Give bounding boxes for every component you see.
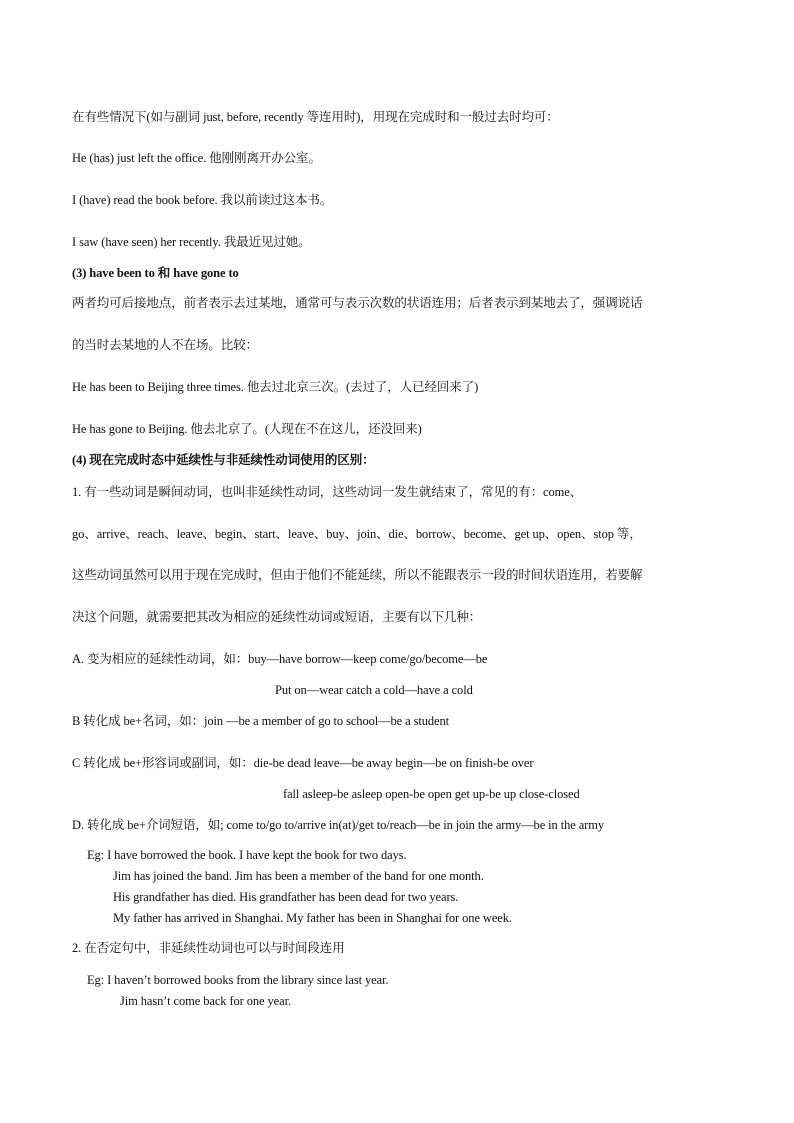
list-item: D. 转化成 be+介词短语，如; come to/go to/arrive in(at)/get to/reach—be in join the army—be in the army	[72, 818, 604, 832]
section-heading: (4) 现在完成时态中延续性与非延续性动词使用的区别：	[72, 453, 375, 467]
list-item: A. 变为相应的延续性动词，如：buy—have borrow—keep come/go/become—be	[72, 652, 488, 666]
section-heading: (3) have been to 和 have gone to	[72, 266, 239, 280]
list-item-continuation: Put on—wear catch a cold—have a cold	[275, 683, 473, 697]
text-line: go、arrive、reach、leave、begin、start、leave、buy、join、die、borrow、become、get up、open、stop 等，	[72, 527, 642, 541]
example-line: His grandfather has died. His grandfather has been dead for two years.	[113, 890, 459, 904]
example-line: Eg: I have borrowed the book. I have kept the book for two days.	[87, 848, 407, 862]
list-item-continuation: fall asleep-be asleep open-be open get up-be up close-closed	[283, 787, 580, 801]
example-line: Jim has joined the band. Jim has been a member of the band for one month.	[113, 869, 484, 883]
example-line: My father has arrived in Shanghai. My father has been in Shanghai for one week.	[113, 911, 512, 925]
text-line: He (has) just left the office. 他刚刚离开办公室。	[72, 151, 321, 165]
text-line: I saw (have seen) her recently. 我最近见过她。	[72, 235, 311, 249]
list-item: 2. 在否定句中，非延续性动词也可以与时间段连用	[72, 941, 345, 955]
text-line: 的当时去某地的人不在场。比较：	[72, 338, 259, 352]
text-line: 决这个问题，就需要把其改为相应的延续性动词或短语，主要有以下几种：	[72, 610, 482, 624]
example-line: Jim hasn’t come back for one year.	[120, 994, 291, 1008]
text-line: He has been to Beijing three times. 他去过北京三次。(去过了，人已经回来了)	[72, 380, 479, 394]
text-line: I (have) read the book before. 我以前读过这本书。	[72, 193, 333, 207]
text-line: 这些动词虽然可以用于现在完成时，但由于他们不能延续，所以不能跟表示一段的时间状语连用，若要解	[72, 568, 643, 582]
text-line: 1. 有一些动词是瞬间动词，也叫非延续性动词，这些动词一发生就结束了，常见的有：come、	[72, 485, 583, 499]
text-line: 在有些情况下(如与副词 just, before, recently 等连用时)，用现在完成时和一般过去时均可：	[72, 110, 559, 124]
list-item: C 转化成 be+形容词或副词，如：die-be dead leave—be away begin—be on finish-be over	[72, 756, 534, 770]
list-item: B 转化成 be+名词，如：join —be a member of go to school—be a student	[72, 714, 450, 728]
text-line: 两者均可后接地点，前者表示去过某地，通常可与表示次数的状语连用；后者表示到某地去了，强调说话	[72, 296, 643, 310]
text-line: He has gone to Beijing. 他去北京了。(人现在不在这儿，还没回来)	[72, 422, 422, 436]
example-line: Eg: I haven’t borrowed books from the library since last year.	[87, 973, 389, 987]
